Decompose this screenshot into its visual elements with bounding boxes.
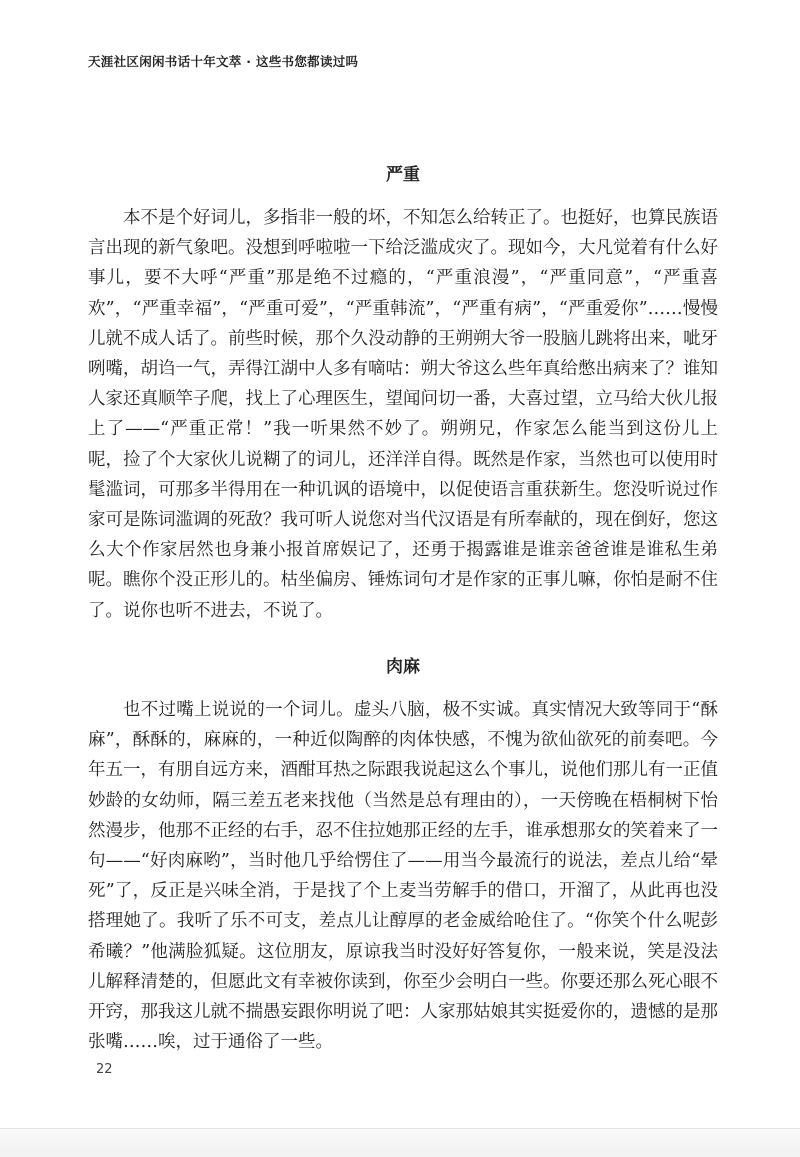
section-yanzhong [88, 160, 718, 626]
section-paragraph: 本不是个好词儿，多指非一般的坏，不知怎么给转正了。也挺好，也算民族语言出现的新气象吧。没想到呼啦啦一下给泛滥成灾了。现如今，大凡觉着有什么好事儿，要不大呼“严重”那是绝不过瘾的，“严重浪漫”，“严重同意”，“严重喜欢”，“严重幸福”，“严重可爱”，“严重韩流”，“严重有病”，“严重爱你”……慢慢儿就不成人话了。前些时候，那个久没动静的王朔朔大爷一股脑儿跳将出来，呲牙咧嘴，胡诌一气，弄得江湖中人多有嘀咕：朔大爷这么些年真给憋出病来了？谁知人家还真顺竿子爬，找上了心理医生，望闻问切一番，大喜过望，立马给大伙儿报上了——“严重正常！”我一听果然不妙了。朔朔兄，作家怎么能当到这份儿上呢，捡了个大家伙儿说糊了的词儿，还洋洋自得。既然是作家，当然也可以使用时髦滥词，可那多半得用在一种讥讽的语境中，以促使语言重获新生。您没听说过作家可是陈词滥调的死敌？我可听人说您对当代汉语是有所奉献的，现在倒好，您这么大个作家居然也身兼小报首席娱记了，还勇于揭露谁是谁亲爸爸谁是谁私生弟呢。瞧你个没正形儿的。枯坐偏房、锤炼词句才是作家的正事儿嘛，你怕是耐不住了。说你也听不进去，不说了。 [88, 208, 718, 621]
page-number: 22 [96, 1062, 113, 1077]
running-header: 天涯社区闲闲书话十年文萃 · 这些书您都读过吗 [88, 54, 359, 69]
page-bottom-edge [0, 1128, 800, 1157]
section-paragraph: 也不过嘴上说说的一个词儿。虚头八脑，极不实诚。真实情况大致等同于“酥麻”，酥酥的，麻麻的，一种近似陶醉的肉体快感，不愧为欲仙欲死的前奏吧。今年五一，有朋自远方来，酒酣耳热之际跟我说起这么个事儿，说他们那儿有一正值妙龄的女幼师，隔三差五老来找他（当然是总有理由的），一天傍晚在梧桐树下怡然漫步，他那不正经的右手，忍不住拉她那正经的左手，谁承想那女的笑着来了一句——“好肉麻哟”，当时他几乎给愣住了——用当今最流行的说法，差点儿给“晕死”了，反正是兴味全消，于是找了个上麦当劳解手的借口，开溜了，从此再也没搭理她了。我听了乐不可支，差点儿让醇厚的老金威给呛住了。“你笑个什么呢彭希曦？”他满脸狐疑。这位朋友，原谅我当时没好好答复你，一般来说，笑是没法儿解释清楚的，但愿此文有幸被你读到，你至少会明白一些。你要还那么死心眼不开窍，那我这儿就不揣愚妄跟你明说了吧：人家那姑娘其实挺爱你的，遗憾的是那张嘴……唉，过于通俗了一些。 [88, 700, 718, 1053]
section-rouma [88, 652, 718, 1057]
section-title: 严重 [386, 165, 420, 185]
section-title: 肉麻 [386, 657, 420, 677]
